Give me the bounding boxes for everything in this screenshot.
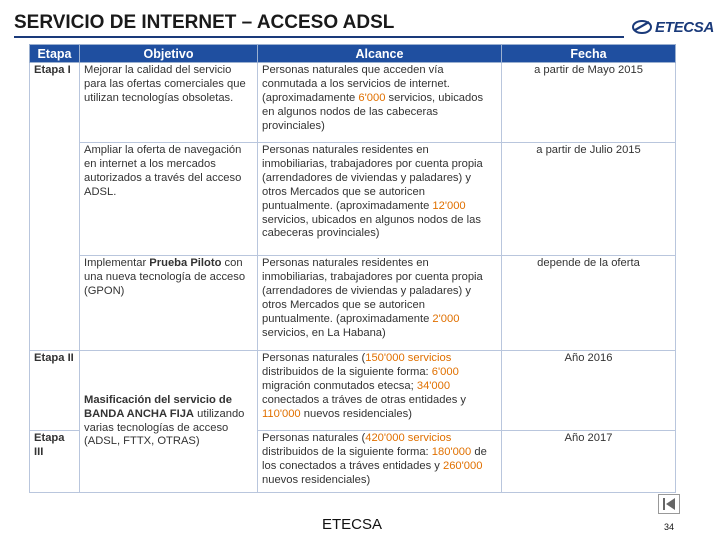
objective-cell (80, 256, 258, 351)
scope-text: distribuidos de la siguiente forma: (262, 445, 432, 458)
first-slide-nav-icon[interactable] (658, 494, 680, 514)
stage-cell-2: Etapa II (30, 351, 80, 431)
stage-cell-1: Etapa I (30, 63, 80, 351)
date-cell: depende de la oferta (502, 256, 676, 351)
scope-highlight: 420'000 servicios (365, 432, 452, 444)
table-header-row (30, 45, 676, 63)
page-title: SERVICIO DE INTERNET – ACCESO ADSL (14, 12, 395, 33)
scope-text: Personas naturales residentes en inmobiliarias, trabajadores por cuenta propia (arrendadores de viviendas y paladares) y otros Mercados que se autoricen puntualmente. (aproximadamente (262, 257, 483, 325)
footer-brand: ETECSA (322, 516, 383, 533)
scope-text: de los conectados a tráves entidades y (262, 445, 487, 472)
col-header-etapa: Etapa (30, 45, 80, 63)
scope-text: Personas naturales ( (262, 432, 366, 444)
scope-highlight: 260'000 (442, 459, 483, 472)
scope-text: conectados a tráves de otras entidades y (262, 393, 466, 406)
stage-cell-3: Etapa III (30, 431, 80, 493)
scope-highlight: 2'000 (432, 312, 460, 325)
scope-highlight: 12'000 (432, 199, 466, 212)
objective-cell (80, 143, 258, 256)
objective-text: Implementar (84, 257, 150, 269)
scope-text: Personas naturales residentes en inmobiliarias, trabajadores por cuenta propia (arrendadores de viviendas y paladares) y otros Mercados que se autoricen puntualmente. (aproximadamente (262, 144, 483, 212)
date-cell: Año 2016 (502, 351, 676, 431)
scope-highlight: 110'000 (262, 407, 301, 420)
table-row (30, 143, 676, 256)
scope-text: Personas naturales que acceden vía conmutada a los servicios de internet. (aproximadamente (262, 64, 450, 104)
scope-text: Personas naturales ( (262, 352, 366, 364)
objective-text: utilizando varias tecnologías de acceso (ADSL, FTTX, OTRAS) (84, 407, 245, 448)
col-header-alcance: Alcance (258, 45, 502, 63)
table-row (30, 63, 676, 143)
objective-bold: Masificación del servicio de BANDA ANCHA FIJA (84, 393, 232, 420)
internet-service-table (29, 44, 676, 493)
col-header-objetivo: Objetivo (80, 45, 258, 63)
table-row (30, 256, 676, 351)
scope-cell (258, 351, 502, 431)
scope-text: servicios, ubicados en algunos nodos de las cabeceras provinciales) (262, 91, 484, 132)
scope-text: distribuidos de la siguiente forma: (262, 365, 432, 378)
scope-highlight: 6'000 (431, 365, 459, 378)
objective-cell (80, 63, 258, 143)
scope-cell (258, 143, 502, 256)
etecsa-logo (632, 14, 716, 40)
scope-highlight: 180'000 (431, 445, 472, 458)
objective-cell (80, 351, 258, 493)
scope-highlight: 6'000 (358, 91, 386, 104)
scope-text: servicios, ubicados en algunos nodos de las cabeceras provinciales) (262, 213, 481, 240)
col-header-fecha: Fecha (502, 45, 676, 63)
scope-text: nuevos residenciales) (262, 473, 371, 486)
etecsa-logo-icon (632, 17, 652, 37)
date-cell: a partir de Julio 2015 (502, 143, 676, 256)
scope-cell (258, 431, 502, 493)
scope-cell (258, 256, 502, 351)
scope-text: nuevos residenciales) (300, 407, 412, 420)
date-cell: a partir de Mayo 2015 (502, 63, 676, 143)
scope-highlight: 34'000 (416, 379, 451, 392)
objective-text: con una nueva tecnología de acceso (GPON) (84, 257, 246, 297)
objective-text: Mejorar la calidad del servicio para las ofertas comerciales que utilizan tecnologías obsoletas. (84, 64, 246, 104)
date-cell: Año 2017 (502, 431, 676, 493)
scope-text: servicios, en La Habana) (262, 326, 386, 339)
table-row (30, 351, 676, 431)
title-divider (14, 36, 624, 38)
scope-highlight: 150'000 servicios (365, 352, 452, 364)
objective-bold: Prueba Piloto (149, 257, 222, 269)
scope-cell (258, 63, 502, 143)
objective-text: Ampliar la oferta de navegación en internet a los mercados autorizados a través del acceso ADSL. (84, 144, 242, 198)
page-number: 34 (664, 522, 675, 532)
logo-text: ETECSA (655, 18, 715, 36)
scope-text: migración conmutados etecsa; (262, 379, 417, 392)
